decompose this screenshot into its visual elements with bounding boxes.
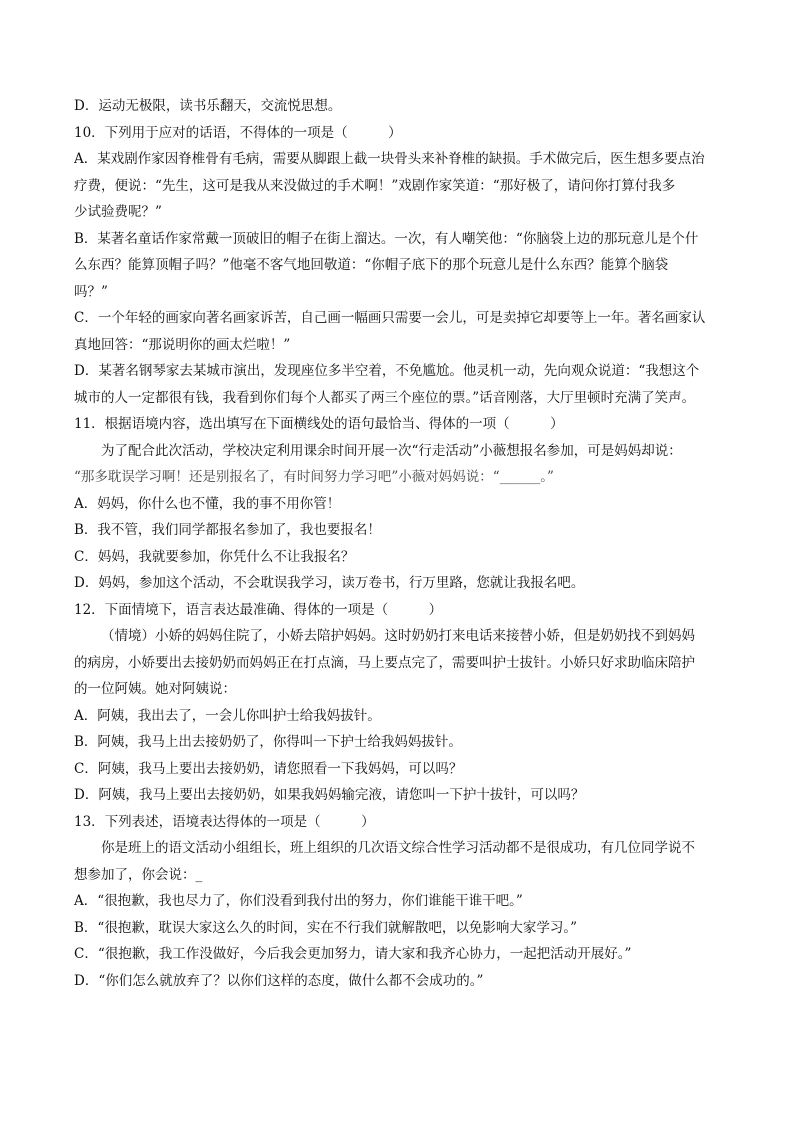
text-line: 的病房，小娇要出去接奶奶而妈妈正在打点滴，马上要点完了，需要叫护士拔针。小娇只好求助临床陪护 (74, 654, 695, 671)
text-line: B．我不管，我们同学都报名参加了，我也要报名！ (74, 522, 381, 538)
text-line: 吗？” (74, 283, 108, 300)
text-line: D．某著名钢琴家去某城市演出，发现座位多半空着，不免尴尬。他灵机一动，先向观众说道：“我想这个 (74, 363, 700, 379)
text-line: A．阿姨，我出去了，一会儿你叫护士给我妈拔针。 (74, 707, 381, 724)
text-line: A．妈妈，你什么也不懂，我的事不用你管！ (74, 495, 341, 512)
text-line: 真地回答：“那说明你的画太烂啦！” (74, 336, 291, 353)
text-line: D．阿姨，我马上要出去接奶奶，如果我妈妈输完液，请您叫一下护十拔针，可以吗？ (74, 787, 585, 803)
text-line: “那多耽误学习啊！还是别报名了，有时间努力学习吧”小薇对妈妈说：“______。” (74, 469, 554, 485)
text-line: B．阿姨，我马上出去接奶奶了，你得叫一下护士给我妈妈拔针。 (74, 734, 462, 750)
text-line: C．阿姨，我马上要出去接奶奶，请您照看一下我妈妈，可以吗？ (74, 760, 463, 777)
text-line: D．妈妈，参加这个活动，不会耽误我学习，读万卷书，行万里路，您就让我报名吧。 (74, 575, 585, 591)
question-13-stem: 13．下列表述，语境表达得体的一项是（ ） (74, 813, 375, 830)
text-line: 为了配合此次活动，学校决定利用课余时间开展一次“行走活动”小薇想报名参加，可是妈妈却说： (101, 442, 682, 459)
text-line: （情境）小娇的妈妈住院了，小娇去陪护妈妈。这时奶奶打来电话来接替小娇，但是奶奶找不到妈妈 (101, 628, 695, 644)
question-10-stem: 10．下列用于应对的话语，不得体的一项是（ ） (74, 124, 402, 141)
document-body (74, 93, 724, 994)
text-line: 你是班上的语文活动小组组长，班上组织的几次语文综合性学习活动都不是很成功，有几位同学说不 (101, 840, 695, 856)
text-line: B．“很抱歉，耽误大家这么久的时间，实在不行我们就解散吧，以免影响大家学习。” (74, 919, 577, 936)
question-11-stem: 11．根据语境内容，选出填写在下面横线处的语句最恰当、得体的一项（ ） (74, 416, 564, 432)
question-12-stem: 12．下面情境下，语言表达最准确、得体的一项是（ ） (74, 601, 443, 618)
text-line: D．运动无极限，读书乐翻天，交流悦思想。 (74, 98, 342, 114)
text-line: 想参加了，你会说：_ (74, 866, 203, 883)
text-line: 疗费，便说：“先生，这可是我从来没做过的手术啊！”戏剧作家笑道：“那好极了，请问你打算付我多 (74, 177, 676, 194)
text-line: A．某戏剧作家因脊椎骨有毛病，需要从脚跟上截一块骨头来补脊椎的缺损。手术做完后，医生想多要点治 (74, 151, 705, 167)
text-line: 的一位阿姨。她对阿姨说： (74, 681, 236, 697)
text-line: 少试验费呢？” (74, 204, 162, 220)
text-line: C．一个年轻的画家向著名画家诉苦，自己画一幅画只需要一会儿，可是卖掉它却要等上一年。著名画家认 (74, 310, 706, 326)
text-line: D．“你们怎么就放弃了？以你们这样的态度，做什么都不会成功的。” (74, 972, 484, 989)
text-line: A．“很抱歉，我也尽力了，你们没看到我付出的努力，你们谁能干谁干吧。” (74, 893, 523, 909)
text-line: 么东西？能算顶帽子吗？”他毫不客气地回敬道：“你帽子底下的那个玩意儿是什么东西？能算个脑袋 (74, 257, 669, 273)
text-line: 城市的人一定都很有钱，我看到你们每个人都买了两三个座位的票。”话音刚落，大厅里顿时充满了笑声。 (74, 389, 696, 406)
text-line: B．某著名童话作家常戴一顶破旧的帽子在街上溜达。一次，有人嘲笑他：“你脑袋上边的那玩意儿是个什 (74, 230, 699, 247)
text-line: C．妈妈，我就要参加，你凭什么不让我报名？ (74, 548, 355, 565)
text-line: C．“很抱歉，我工作没做好，今后我会更加努力，请大家和我齐心协力，一起把活动开展好。” (74, 946, 632, 962)
